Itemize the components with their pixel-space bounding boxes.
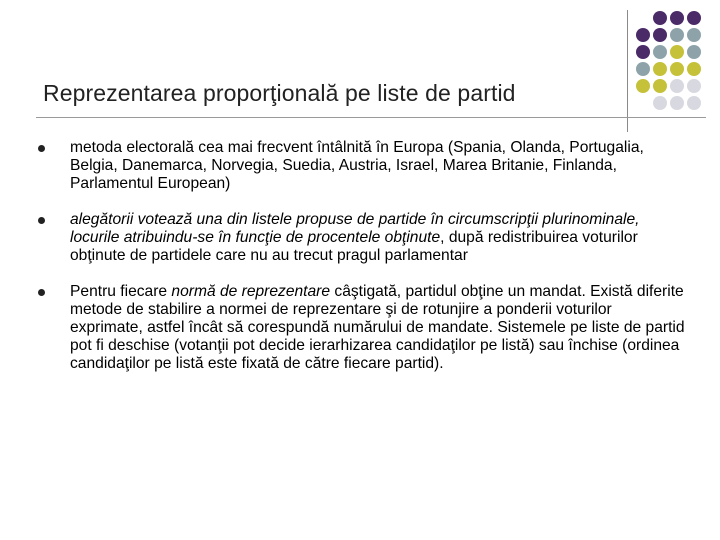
decorative-dot [670, 79, 684, 93]
decorative-dot [687, 79, 701, 93]
decorative-dot [670, 45, 684, 59]
decorative-dot [670, 11, 684, 25]
decorative-dot [653, 28, 667, 42]
bullet-icon [38, 289, 45, 296]
decorative-dot [687, 45, 701, 59]
decorative-dot [653, 62, 667, 76]
bullet-text-tail: câştigată, partidul obţine un mandat. Există diferite metode de stabilire a normei de reprezentare şi de rotunjire a ponderii voturilor exprimate, astfel încât să corespundă numărului de mandate. Sistemele pe liste de partid pot fi deschise (votanţii pot decide ierarhizarea candidaţilor pe listă) sau închise (ordinea candidaţilor pe listă este fixată de către fiecare partid). [70, 283, 685, 372]
decorative-dot [687, 96, 701, 110]
decorative-dot [687, 28, 701, 42]
decorative-dot [636, 62, 650, 76]
decorative-dot [687, 11, 701, 25]
bullet-icon [38, 145, 45, 152]
decorative-dot [653, 96, 667, 110]
decorative-dot [636, 28, 650, 42]
decorative-dot [670, 96, 684, 110]
decorative-dot [670, 62, 684, 76]
slide-title: Reprezentarea proporţională pe liste de partid [43, 80, 516, 106]
decorative-dot [687, 62, 701, 76]
decorative-dot [670, 28, 684, 42]
decorative-dot [636, 79, 650, 93]
bullet-text: metoda electorală cea mai frecvent întâlnită în Europa (Spania, Olanda, Portugalia, Belgia, Danemarca, Norvegia, Suedia, Austria, Israel, Marea Britanie, Finlanda, Parlamentul European) [70, 139, 644, 192]
bullet-list [38, 139, 688, 373]
bullet-text-head: Pentru fiecare [70, 283, 172, 300]
decorative-dot [653, 11, 667, 25]
vertical-divider [627, 10, 628, 132]
title-underline [36, 117, 706, 118]
decorative-dot [636, 45, 650, 59]
bullet-text-italic: normă de reprezentare [171, 283, 331, 300]
bullet-item-2 [38, 211, 688, 265]
decorative-dot [653, 45, 667, 59]
bullet-icon [38, 217, 45, 224]
bullet-item-1 [38, 139, 688, 193]
bullet-text-italic: alegătorii votează una din listele propuse de partide în circumscripţii plurinominale, locurile atribuindu-se în funcţie de procentele obţinute [70, 211, 640, 246]
bullet-text-tail: , după redistribuirea voturilor obţinute de partidele care nu au trecut pragul parlamentar [70, 229, 638, 264]
bullet-item-3 [38, 283, 688, 373]
decorative-dot [653, 79, 667, 93]
